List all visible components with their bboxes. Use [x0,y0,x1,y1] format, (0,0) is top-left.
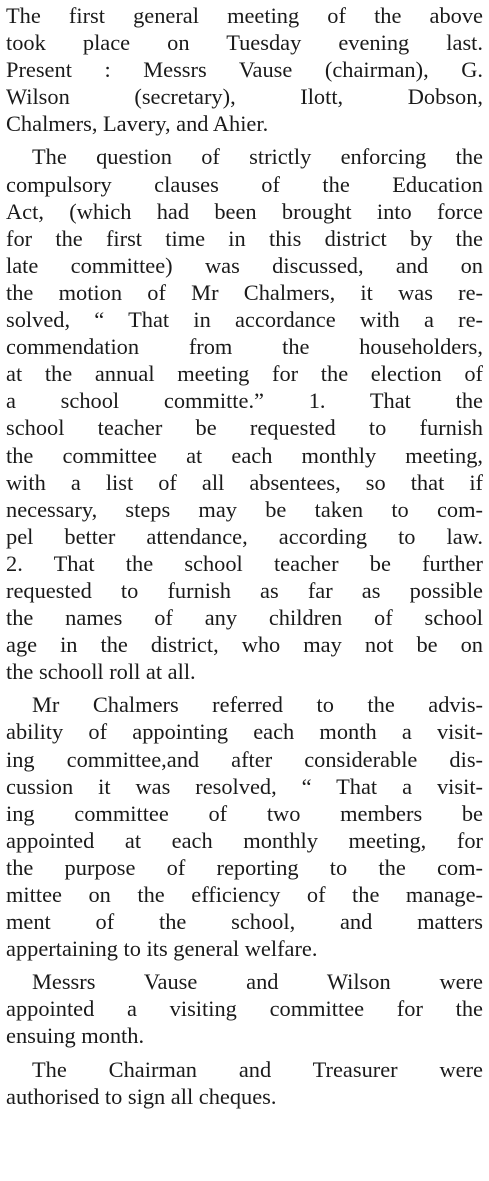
text-line: school teacher be requested to furnish [6,415,483,441]
text-line: requested to furnish as far as possible [6,577,483,603]
text-line: ing committee of two members be [6,800,483,826]
text-line: the committee at each monthly meeting, [6,442,483,468]
text-line: The first general meeting of the above [6,3,483,28]
text-line: solved, “ That in accordance with a re- [6,307,483,333]
text-line: at the annual meeting for the election of [6,361,483,387]
text-line: the motion of Mr Chalmers, it was re- [6,279,483,305]
text-line: the purpose of reporting to the com- [6,854,483,880]
paragraph-attendance [6,2,483,137]
text-line: took place on Tuesday evening last. [6,30,483,56]
text-line: ing committee,and after considerable dis- [6,746,483,772]
text-line: compulsory clauses of the Education [6,171,483,197]
text-line: appointed a visiting committee for the [6,996,483,1022]
text-line: for the first time in this district by the [6,225,483,251]
text-line: ensuing month. [6,1023,145,1049]
text-line: Messrs Vause and Wilson were [32,969,483,995]
text-line: Act, (which had been brought into force [6,198,483,224]
text-line: a school committe.” 1. That the [6,388,483,414]
text-line: Wilson (secretary), Ilott, Dobson, [6,84,483,110]
paragraph-visiting-committee [6,691,483,962]
text-line: cussion it was resolved, “ That a visit- [6,773,483,799]
text-line: the schooll roll at all. [6,659,196,685]
text-line: ability of appointing each month a visit- [6,719,483,745]
text-line: 2. That the school teacher be further [6,550,483,576]
text-line: Present : Messrs Vause (chairman), G. [6,57,483,83]
text-line: appertaining to its general welfare. [6,936,318,962]
text-line: age in the district, who may not be on [6,632,483,658]
paragraph-cheques [6,1056,483,1110]
text-line: Chalmers, Lavery, and Ahier. [6,111,269,137]
text-line: commendation from the householders, [6,334,483,360]
text-line: authorised to sign all cheques. [6,1083,277,1109]
text-line: The question of strictly enforcing the [32,144,483,170]
text-line: pel better attendance, according to law. [6,523,483,549]
text-line: necessary, steps may be taken to com- [6,496,483,522]
paragraph-education-act [6,143,483,685]
text-line: mittee on the efficiency of the manage- [6,882,483,907]
text-line: late committee) was discussed, and on [6,252,483,278]
text-line: with a list of all absentees, so that if [6,469,483,495]
paragraph-appointment [6,968,483,1049]
text-line: The Chairman and Treasurer were [32,1056,483,1082]
text-line: Mr Chalmers referred to the advis- [32,692,483,718]
text-line: the names of any children of school [6,605,483,631]
text-line: ment of the school, and matters [6,909,483,935]
text-line: appointed at each monthly meeting, for [6,827,483,853]
